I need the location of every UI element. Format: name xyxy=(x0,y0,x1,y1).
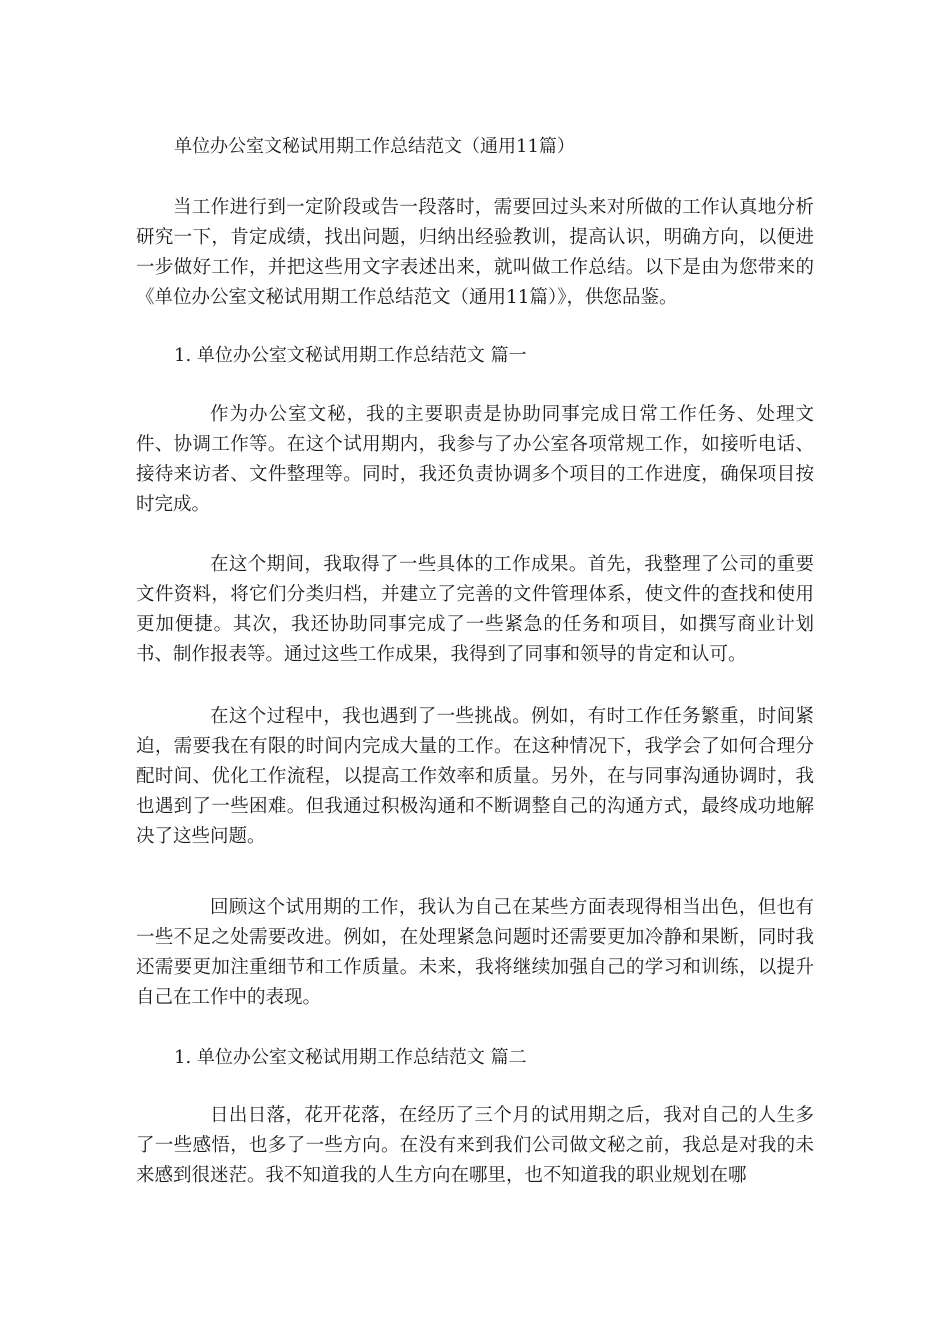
document-title: 单位办公室文秘试用期工作总结范文（通用11篇） xyxy=(174,136,575,157)
intro-paragraph: 当工作进行到一定阶段或告一段落时，需要回过头来对所做的工作认真地分析研究一下，肯定成绩，找出问题，归纳出经验教训，提高认识，明确方向，以便进一步做好工作，并把这些用文字表述出来，就叫做工作总结。以下是由为您带来的《单位办公室文秘试用期工作总结范文（通用11篇）》，供您品鉴。 xyxy=(136,197,814,308)
section-1-paragraph-4: 回顾这个试用期的工作，我认为自己在某些方面表现得相当出色，但也有一些不足之处需要改进。例如，在处理紧急问题时还需要更加冷静和果断，同时我还需要更加注重细节和工作质量。未来，我将继续加强自己的学习和训练，以提升自己在工作中的表现。 xyxy=(136,897,814,1008)
section-1-paragraph-2: 在这个期间，我取得了一些具体的工作成果。首先，我整理了公司的重要文件资料，将它们分类归档，并建立了完善的文件管理体系，使文件的查找和使用更加便捷。其次，我还协助同事完成了一些紧急的任务和项目，如撰写商业计划书、制作报表等。通过这些工作成果，我得到了同事和领导的肯定和认可。 xyxy=(136,554,814,665)
section-heading-1: 1. 单位办公室文秘试用期工作总结范文 篇一 xyxy=(174,345,527,366)
section-1-paragraph-1: 作为办公室文秘，我的主要职责是协助同事完成日常工作任务、处理文件、协调工作等。在这个试用期内，我参与了办公室各项常规工作，如接听电话、接待来访者、文件整理等。同时，我还负责协调多个项目的工作进度，确保项目按时完成。 xyxy=(136,404,814,515)
section-2-paragraph-1: 日出日落，花开花落，在经历了三个月的试用期之后，我对自己的人生多了一些感悟，也多了一些方向。在没有来到我们公司做文秘之前，我总是对我的未来感到很迷茫。我不知道我的人生方向在哪里，也不知道我的职业规划在哪 xyxy=(136,1105,814,1186)
section-heading-2: 1. 单位办公室文秘试用期工作总结范文 篇二 xyxy=(174,1047,527,1068)
section-1-paragraph-3: 在这个过程中，我也遇到了一些挑战。例如，有时工作任务繁重，时间紧迫，需要我在有限的时间内完成大量的工作。在这种情况下，我学会了如何合理分配时间、优化工作流程，以提高工作效率和质量。另外，在与同事沟通协调时，我也遇到了一些困难。但我通过积极沟通和不断调整自己的沟通方式，最终成功地解决了这些问题。 xyxy=(136,706,814,847)
